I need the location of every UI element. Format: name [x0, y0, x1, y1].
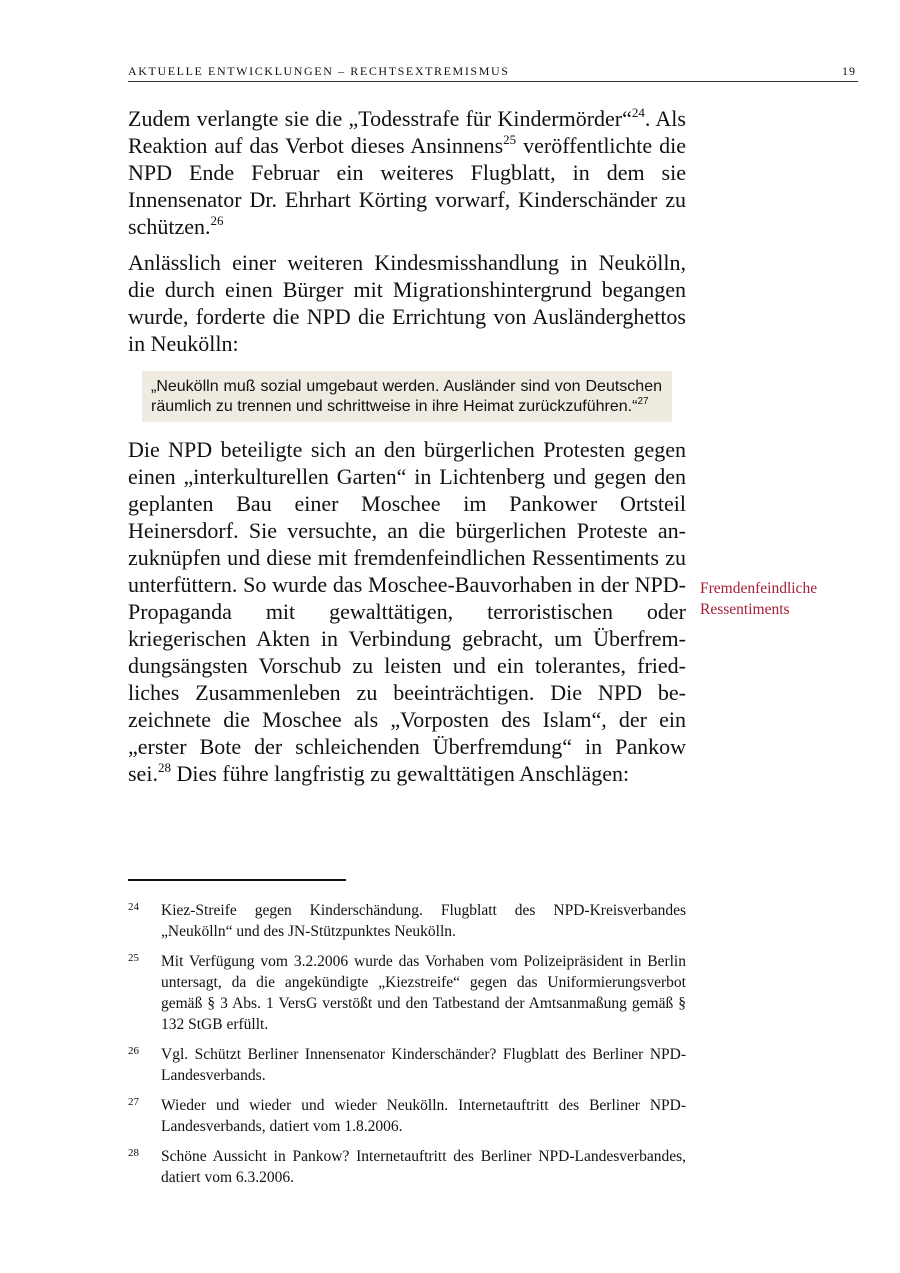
footnote-28	[128, 1146, 686, 1188]
footnote-text: Mit Verfügung vom 3.2.2006 wurde das Vorhaben vom Polizeipräsident in Berlin untersagt, da die angekündigte „Kiezstreife“ gegen das Uniformierungsverbot gemäß § 3 Abs. 1 VersG verstößt und den Tatbestand der Amtsanmaßung gemäß § 132 StGB erfüllt.	[161, 953, 686, 1033]
margin-note	[700, 578, 880, 620]
footnote-divider	[128, 879, 346, 881]
margin-note-line-1: Fremdenfeindliche	[700, 580, 818, 597]
main-text	[128, 105, 686, 787]
footnote-number: 24	[128, 901, 139, 913]
footnote-number: 26	[128, 1045, 139, 1057]
footnotes	[128, 900, 686, 1197]
footnote-27	[128, 1095, 686, 1137]
footnote-ref-26[interactable]: 26	[210, 213, 224, 228]
footnote-text: Schöne Aussicht in Pankow? Internetauftritt des Berliner NPD-Landesverbandes, datiert vom 6.3.2006.	[161, 1148, 686, 1186]
footnote-number: 28	[128, 1147, 139, 1159]
footnote-text: Vgl. Schützt Berliner Innensenator Kinderschänder? Flugblatt des Berliner NPD-Landesverbands.	[161, 1046, 686, 1084]
paragraph-1-part-a: Zudem verlangte sie die „Todesstrafe für Kindermörder“	[128, 106, 632, 131]
footnote-ref-24[interactable]: 24	[631, 105, 645, 120]
footnote-26	[128, 1044, 686, 1086]
margin-note-line-2: Ressentiments	[700, 601, 790, 618]
footnote-number: 25	[128, 952, 139, 964]
header-title: AKTUELLE ENTWICKLUNGEN – RECHTSEXTREMISMUS	[128, 64, 510, 78]
footnote-25	[128, 951, 686, 1035]
paragraph-3-part-a: Die NPD beteiligte sich an den bürgerlichen Protesten gegen einen „interkulturellen Garten“ in Lichtenberg und gegen den geplanten Bau einer Moschee im Pankower Ortsteil Heinersdorf. Sie versuchte, an die bürgerlichen Proteste anzuknüpfen und diese mit fremdenfeindlichen Ressentiments zu unterfüttern. So wurde das Moschee-Bauvorhaben in der NPD-Propaganda mit gewalttätigen, terroristischen oder kriegerischen Akten in Verbindung gebracht, um Überfremdungsängsten Vorschub zu leisten und ein tolerantes, friedliches Zusammenleben zu beeinträchtigen. Die NPD bezeichnete die Moschee als „Vorposten des Islam“, der ein „erster Bote der schleichenden Überfremdung“ in Pankow sei.	[128, 437, 686, 786]
footnote-text: Wieder und wieder und wieder Neukölln. Internetauftritt des Berliner NPD-Landesverbands, datiert vom 1.8.2006.	[161, 1097, 686, 1135]
footnote-24	[128, 900, 686, 942]
paragraph-1-part-c: veröffentlichte die NPD Ende Februar ein weiteres Flugblatt, in dem sie Innensenator Dr. Ehrhart Körting vorwarf, Kinderschänder zu schützen.	[128, 133, 686, 239]
running-header	[128, 63, 858, 82]
footnote-number: 27	[128, 1096, 139, 1108]
paragraph-3	[128, 436, 686, 787]
paragraph-1-part-b: . Als Reaktion auf das Verbot dieses Ansinnens	[128, 106, 686, 158]
footnote-ref-28[interactable]: 28	[157, 760, 171, 775]
page-number: 19	[842, 64, 856, 78]
footnote-ref-25[interactable]: 25	[503, 132, 517, 147]
quote-text: „Neukölln muß sozial umgebaut werden. Ausländer sind von Deutschen räumlich zu trennen und schrittweise in ihre Heimat zurückzuführen.“	[151, 378, 662, 415]
paragraph-2: Anlässlich einer weiteren Kindesmisshandlung in Neukölln, die durch einen Bürger mit Migrationshintergrund begangen wurde, forderte die NPD die Errichtung von Ausländerghettos in Neukölln:	[128, 250, 686, 356]
paragraph-1	[128, 105, 686, 240]
block-quote	[142, 371, 672, 422]
paragraph-3-part-b: Dies führe langfristig zu gewalttätigen Anschlägen:	[170, 761, 630, 786]
footnote-ref-27[interactable]: 27	[637, 396, 649, 407]
footnote-text: Kiez-Streife gegen Kinderschändung. Flugblatt des NPD-Kreisverbandes „Neukölln“ und des JN-Stützpunktes Neukölln.	[161, 902, 686, 940]
